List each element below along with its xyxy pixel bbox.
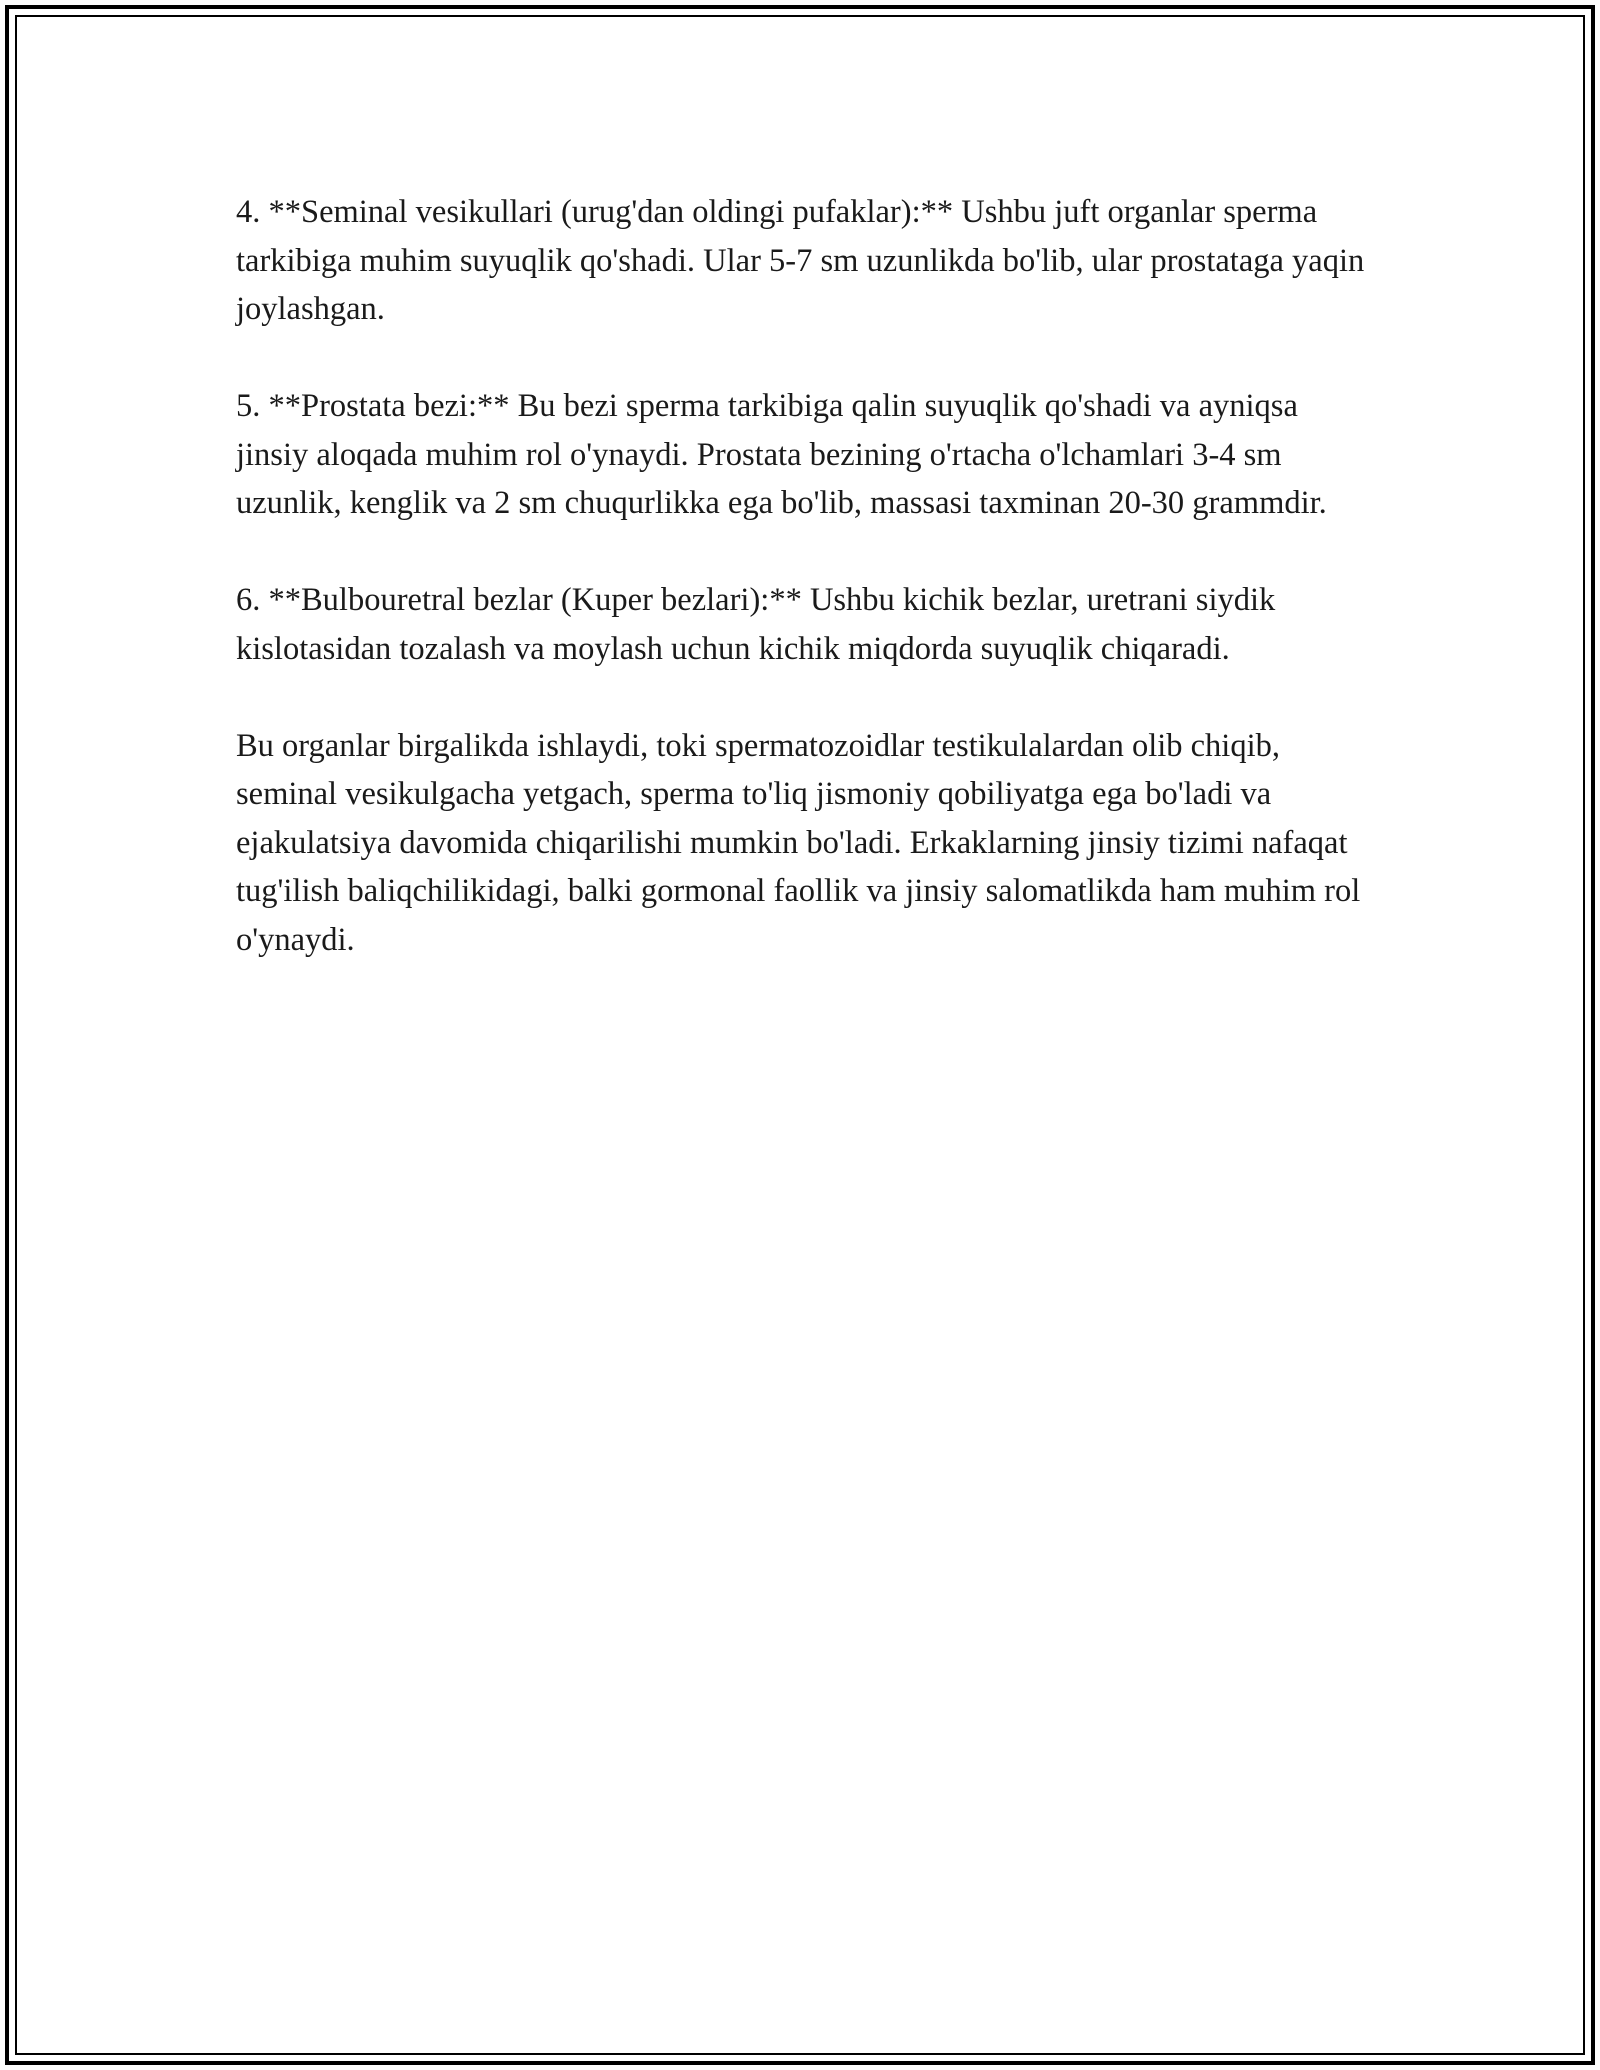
paragraph-seminal-vesicles: 4. **Seminal vesikullari (urug'dan oldingi pufaklar):** Ushbu juft organlar sperma tarkibiga muhim suyuqlik qo'shadi. Ular 5-7 sm uzunlikda bo'lib, ular prostataga yaqin joylashgan. xyxy=(236,194,1365,327)
document-body xyxy=(236,188,1366,1013)
paragraph-summary: Bu organlar birgalikda ishlaydi, toki spermatozoidlar testikulalardan olib chiqib, seminal vesikulgacha yetgach, sperma to'liq jismoniy qobiliyatga ega bo'ladi va ejakulatsiya davomida chiqarilishi mumkin bo'ladi. Erkaklarning jinsiy tizimi nafaqat tug'ilish baliqchilikidagi, balki gormonal faollik va jinsiy salomatlikda ham muhim rol o'ynaydi. xyxy=(236,727,1361,958)
paragraph-prostate-gland: 5. **Prostata bezi:** Bu bezi sperma tarkibiga qalin suyuqlik qo'shadi va ayniqsa jinsiy aloqada muhim rol o'ynaydi. Prostata bezining o'rtacha o'lchamlari 3-4 sm uzunlik, kenglik va 2 sm chuqurlikka ega bo'lib, massasi taxminan 20-30 grammdir. xyxy=(236,388,1327,521)
paragraph-bulbourethral-glands: 6. **Bulbouretral bezlar (Kuper bezlari):** Ushbu kichik bezlar, uretrani siydik kislotasidan tozalash va moylash uchun kichik miqdorda suyuqlik chiqaradi. xyxy=(236,582,1276,667)
